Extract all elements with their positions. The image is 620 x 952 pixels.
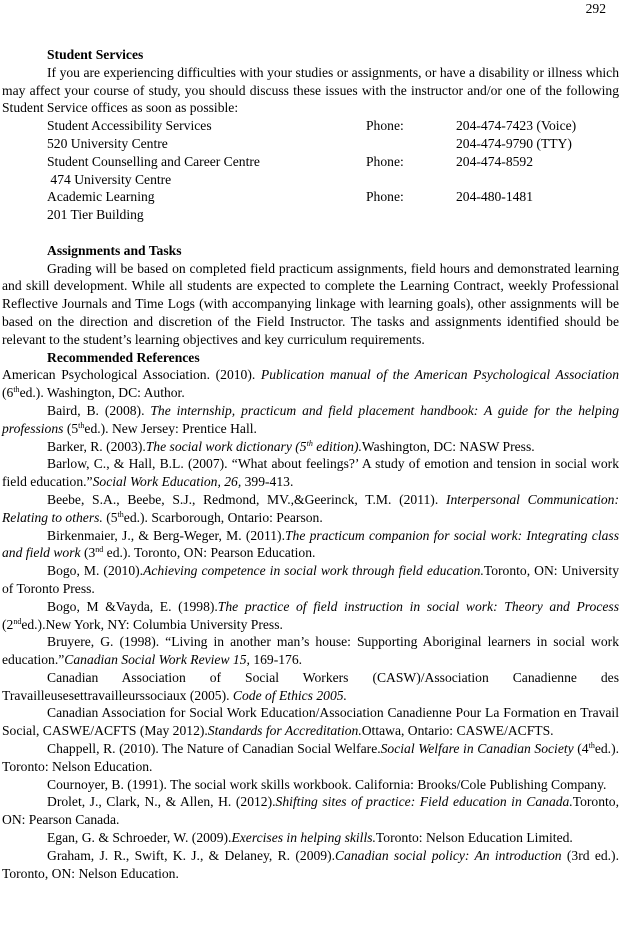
references-heading: Recommended References bbox=[47, 349, 200, 365]
ref-title: Canadian Social Work Review 15, bbox=[64, 652, 250, 668]
ref-publisher: ed.). New Jersey: Prentice Hall. bbox=[84, 420, 257, 436]
ref-title: The social work dictionary (5 bbox=[145, 438, 307, 454]
service-phone-label: Phone: bbox=[366, 153, 404, 169]
ref-publisher: ed.). Scarborough, Ontario: Pearson. bbox=[123, 509, 323, 525]
ref-author: Graham, J. R., Swift, K. J., & Delaney, R. (2009). bbox=[47, 847, 336, 863]
reference-entry bbox=[2, 740, 619, 776]
service-row bbox=[2, 171, 619, 189]
ref-author: Canadian Association for Social Work Education/Association Canadienne Pour La Formation en Travail Social, CASWE/ACFTS (May 2012). bbox=[2, 705, 619, 739]
ref-edition: (5 bbox=[102, 509, 118, 525]
ref-title: Interpersonal Communication: Relating to others. bbox=[2, 491, 620, 525]
ref-author: Bogo, M &Vayda, E. (1998). bbox=[47, 598, 218, 614]
ref-author: Barlow, C., & Hall, B.L. (2007). “What about feelings?’ A study of emotion and tension in social work field education.” bbox=[2, 456, 619, 490]
service-phone-label bbox=[366, 135, 456, 153]
ref-author: Beebe, S.A., Beebe, S.J., Redmond, MV.,&Geerinck, T.M. (2011). bbox=[47, 491, 446, 507]
ref-author: Bruyere, G. (1998). “Living in another man’s house: Supporting Aboriginal learners in social work education.” bbox=[2, 634, 619, 668]
ref-title: The internship, practicum and field placement handbook: A guide for the helping professions bbox=[2, 402, 619, 436]
ref-title: Social Work Education, 26, bbox=[92, 474, 242, 490]
ref-author: Baird, B. (2008). bbox=[47, 402, 151, 418]
service-phone: 204-474-7423 (Voice) bbox=[456, 118, 577, 134]
reference-entry bbox=[2, 704, 619, 740]
ref-title: Exercises in helping skills. bbox=[231, 830, 376, 846]
ref-title: The practicum companion for social work: Integrating class and field work bbox=[2, 527, 619, 561]
student-services-intro: If you are experiencing difficulties with your studies or assignments, or have a disability or illness which may affect your course of study, you should discuss these issues with the instructor and/or one of the following Student Service offices as soon as possible: bbox=[2, 64, 619, 116]
service-phone-label bbox=[366, 206, 456, 224]
ref-superscript: th bbox=[78, 420, 85, 430]
ref-author: Bogo, M. (2010). bbox=[47, 563, 144, 579]
reference-entry bbox=[2, 829, 619, 847]
service-name: 520 University Centre bbox=[47, 135, 168, 151]
ref-edition: (4 bbox=[573, 741, 589, 757]
ref-title: Code of Ethics 2005. bbox=[232, 687, 347, 703]
page-number: 292 bbox=[585, 1, 606, 16]
ref-edition: (5 bbox=[63, 420, 79, 436]
ref-edition: (2 bbox=[2, 616, 14, 632]
ref-title: Publication manual of the American Psychological Association bbox=[260, 367, 619, 383]
ref-title: Achieving competence in social work through field education. bbox=[143, 563, 484, 579]
service-phone-label: Phone: bbox=[366, 189, 404, 205]
service-name: 201 Tier Building bbox=[47, 207, 144, 223]
service-name: Student Counselling and Career Centre bbox=[47, 153, 260, 169]
service-row bbox=[2, 206, 619, 224]
ref-publisher: 399-413. bbox=[241, 474, 294, 490]
reference-entry bbox=[2, 793, 619, 829]
ref-author: Birkenmaier, J., & Berg-Weger, M. (2011). bbox=[47, 527, 285, 543]
ref-author: Canadian Association of Social Workers (CASW)/Association Canadienne des Travailleusesettravailleurssociaux (2005). bbox=[2, 669, 619, 703]
ref-superscript: th bbox=[306, 438, 313, 448]
service-phone: 204-474-9790 (TTY) bbox=[456, 135, 572, 151]
ref-author: Barker, R. (2003). bbox=[47, 438, 146, 454]
ref-publisher: ed.).New York, NY: Columbia University Press. bbox=[21, 616, 283, 632]
ref-publisher: Washington, DC: NASW Press. bbox=[361, 438, 535, 454]
ref-author: Cournoyer, B. (1991). The social work skills workbook. California: Brooks/Cole Publishing Company. bbox=[47, 776, 607, 792]
service-phone: 204-474-8592 bbox=[456, 153, 534, 169]
reference-entry bbox=[2, 847, 619, 883]
ref-title: Canadian social policy: An introduction bbox=[335, 847, 562, 863]
ref-superscript: th bbox=[588, 741, 595, 751]
service-phone-label: Phone: bbox=[366, 118, 404, 134]
reference-entry bbox=[2, 669, 619, 705]
service-phone-label bbox=[366, 171, 456, 189]
ref-edition: (3 bbox=[80, 545, 96, 561]
assignments-body: Grading will be based on completed field practicum assignments, field hours and demonstrated learning and skill development. While all students are expected to complete the Learning Contract, weekly Professional Reflective Journals and Time Logs (with accompanying linkage with learning goals), other assignments will be based on the direction and discretion of the Field Instructor. The tasks and assignments identified should be relevant to the student’s learning objectives and key curriculum requirements. bbox=[2, 260, 619, 347]
reference-entry bbox=[2, 491, 619, 527]
service-name: Student Accessibility Services bbox=[47, 118, 212, 134]
reference-entry bbox=[2, 366, 619, 402]
service-row bbox=[2, 117, 619, 135]
ref-author: American Psychological Association. (2010). bbox=[2, 367, 261, 383]
reference-entry bbox=[2, 455, 619, 491]
ref-publisher: Toronto, ON: University of Toronto Press. bbox=[2, 563, 619, 596]
service-row bbox=[2, 135, 619, 153]
ref-author: Chappell, R. (2010). The Nature of Canadian Social Welfare. bbox=[47, 741, 381, 757]
reference-entry bbox=[2, 598, 619, 634]
ref-publisher: Toronto: Nelson Education Limited. bbox=[375, 830, 573, 846]
ref-superscript: nd bbox=[95, 545, 104, 555]
ref-author: Egan, G. & Schroeder, W. (2009). bbox=[47, 830, 232, 846]
spacer bbox=[2, 224, 619, 242]
ref-title: Social Welfare in Canadian Society bbox=[380, 741, 574, 757]
ref-title: The practice of field instruction in social work: Theory and Process bbox=[217, 598, 619, 614]
student-services-heading: Student Services bbox=[47, 47, 144, 62]
ref-publisher: Ottawa, Ontario: CASWE/ACFTS. bbox=[361, 723, 554, 739]
ref-superscript: th bbox=[13, 385, 20, 395]
ref-publisher: 169-176. bbox=[249, 652, 303, 668]
service-name: 474 University Centre bbox=[47, 171, 172, 187]
ref-publisher: ed.). Toronto, ON: Pearson Education. bbox=[103, 545, 316, 561]
ref-edition: (6 bbox=[2, 385, 14, 401]
ref-publisher: ed.). Toronto: Nelson Education. bbox=[2, 741, 619, 774]
ref-title: Standards for Accreditation. bbox=[207, 723, 362, 739]
ref-publisher: ed.). Washington, DC: Author. bbox=[19, 385, 185, 401]
reference-entry bbox=[2, 527, 619, 563]
ref-publisher: (3rd ed.). Toronto, ON: Nelson Education. bbox=[2, 847, 619, 881]
service-name: Academic Learning bbox=[47, 189, 155, 205]
service-row bbox=[2, 153, 619, 171]
reference-entry bbox=[2, 438, 619, 456]
ref-superscript: th bbox=[117, 509, 124, 519]
service-phone: 204-480-1481 bbox=[456, 189, 534, 205]
reference-entry bbox=[2, 402, 619, 438]
service-row bbox=[2, 188, 619, 206]
reference-entry bbox=[2, 776, 619, 794]
ref-title-cont: edition). bbox=[312, 438, 362, 454]
ref-superscript: nd bbox=[13, 616, 22, 626]
ref-publisher: Toronto, ON: Pearson Canada. bbox=[2, 794, 619, 828]
ref-title: Shifting sites of practice: Field education in Canada. bbox=[275, 794, 573, 810]
assignments-heading: Assignments and Tasks bbox=[47, 242, 182, 258]
reference-entry bbox=[2, 562, 619, 598]
page-content bbox=[2, 46, 619, 882]
reference-entry bbox=[2, 633, 619, 669]
ref-author: Drolet, J., Clark, N., & Allen, H. (2012). bbox=[47, 794, 276, 810]
